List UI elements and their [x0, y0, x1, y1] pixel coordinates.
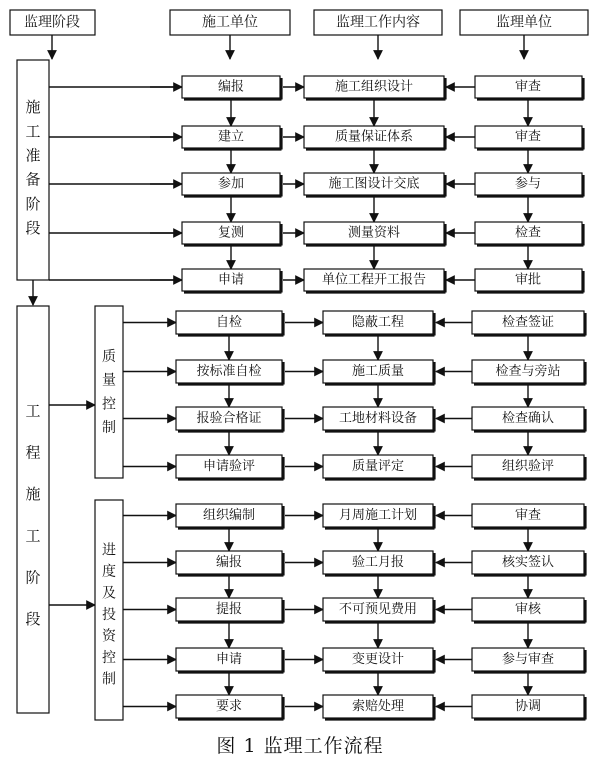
- quality-contractor-label-1: 按标准自检: [196, 364, 262, 379]
- prep-supervisor-label-4: 审批: [514, 272, 542, 288]
- progress-stage-label-char: 及: [102, 585, 116, 602]
- prep-stage-label-char: 阶: [25, 194, 41, 213]
- quality-stage-label-char: 控: [102, 396, 116, 413]
- prep-stage-label-char: 备: [25, 170, 41, 189]
- construction-stage-label-char: 工: [25, 401, 41, 420]
- quality-supervisor-label-2: 检查确认: [501, 411, 555, 426]
- progress-supervisor-label-0: 审查: [514, 508, 542, 523]
- progress-stage-label: [102, 543, 117, 688]
- progress-content-label-3: 变更设计: [351, 652, 405, 667]
- progress-contractor-label-2: 提报: [215, 602, 243, 617]
- header-label-3: 监理单位: [496, 14, 552, 31]
- progress-stage-label-char: 进: [102, 542, 116, 559]
- quality-stage-label-char: 质: [102, 348, 116, 365]
- prep-supervisor-label-3: 检查: [514, 225, 542, 241]
- quality-content-label-1: 施工质量: [351, 364, 405, 379]
- progress-supervisor-label-2: 审核: [514, 602, 542, 617]
- quality-contractor-label-0: 自检: [215, 315, 243, 330]
- quality-contractor-label-3: 申请验评: [202, 459, 256, 474]
- construction-stage-box: [17, 306, 49, 713]
- progress-content-label-1: 验工月报: [351, 555, 405, 570]
- construction-stage-label-char: 程: [25, 443, 41, 462]
- progress-stage-label-char: 制: [102, 671, 116, 688]
- figure-caption: 图 1 监理工作流程: [216, 735, 384, 757]
- progress-supervisor-label-1: 核实签认: [501, 555, 555, 570]
- progress-contractor-label-4: 要求: [215, 699, 243, 714]
- prep-stage-label-char: 施: [25, 98, 41, 117]
- quality-contractor-label-2: 报验合格证: [196, 411, 262, 426]
- prep-contractor-label-4: 申请: [217, 272, 245, 288]
- progress-supervisor-label-4: 协调: [514, 699, 542, 714]
- header-label-2: 监理工作内容: [336, 14, 420, 31]
- construction-stage-label-char: 阶: [25, 568, 41, 587]
- prep-stage-label-char: 工: [25, 122, 41, 141]
- progress-stage-label-char: 投: [102, 607, 116, 623]
- quality-content-label-0: 隐蔽工程: [351, 315, 405, 330]
- header-label-1: 施工单位: [202, 14, 258, 31]
- prep-content-label-3: 测量资料: [347, 225, 401, 241]
- progress-stage-label-char: 度: [102, 564, 116, 581]
- prep-supervisor-label-1: 审查: [514, 129, 542, 145]
- prep-stage-label-char: 准: [25, 146, 41, 165]
- prep-contractor-label-2: 参加: [217, 176, 245, 192]
- construction-stage-label-char: 施: [25, 485, 41, 504]
- progress-content-label-0: 月周施工计划: [338, 508, 418, 523]
- progress-stage-label-char: 控: [102, 649, 116, 666]
- quality-content-label-3: 质量评定: [351, 459, 405, 474]
- prep-contractor-label-0: 编报: [217, 79, 245, 95]
- progress-content-label-4: 索赔处理: [351, 699, 405, 714]
- prep-supervisor-label-2: 参与: [514, 176, 542, 192]
- quality-supervisor-label-3: 组织验评: [501, 459, 555, 474]
- prep-content-label-2: 施工图设计交底: [328, 176, 420, 192]
- prep-contractor-label-1: 建立: [217, 129, 245, 145]
- progress-contractor-label-0: 组织编制: [202, 508, 256, 523]
- quality-supervisor-label-1: 检查与旁站: [495, 364, 561, 379]
- progress-supervisor-label-3: 参与审查: [501, 652, 555, 667]
- prep-supervisor-label-0: 审查: [514, 79, 542, 95]
- header-label-0: 监理阶段: [24, 14, 80, 31]
- quality-stage-label-char: 制: [102, 420, 116, 437]
- quality-supervisor-label-0: 检查签证: [501, 315, 555, 330]
- progress-contractor-label-3: 申请: [215, 652, 243, 667]
- quality-stage-box: [95, 306, 123, 478]
- construction-stage-label-char: 工: [25, 526, 41, 545]
- progress-contractor-label-1: 编报: [215, 555, 243, 570]
- prep-stage-label-char: 段: [25, 218, 41, 237]
- quality-stage-label-char: 量: [102, 372, 116, 389]
- progress-content-label-2: 不可预见费用: [338, 602, 418, 617]
- prep-contractor-label-3: 复测: [217, 225, 245, 241]
- prep-content-label-1: 质量保证体系: [334, 129, 414, 145]
- quality-content-label-2: 工地材料设备: [338, 411, 418, 426]
- construction-stage-label-char: 段: [25, 610, 41, 629]
- prep-content-label-4: 单位工程开工报告: [321, 272, 427, 288]
- prep-content-label-0: 施工组织设计: [334, 79, 414, 95]
- progress-stage-label-char: 资: [102, 628, 116, 645]
